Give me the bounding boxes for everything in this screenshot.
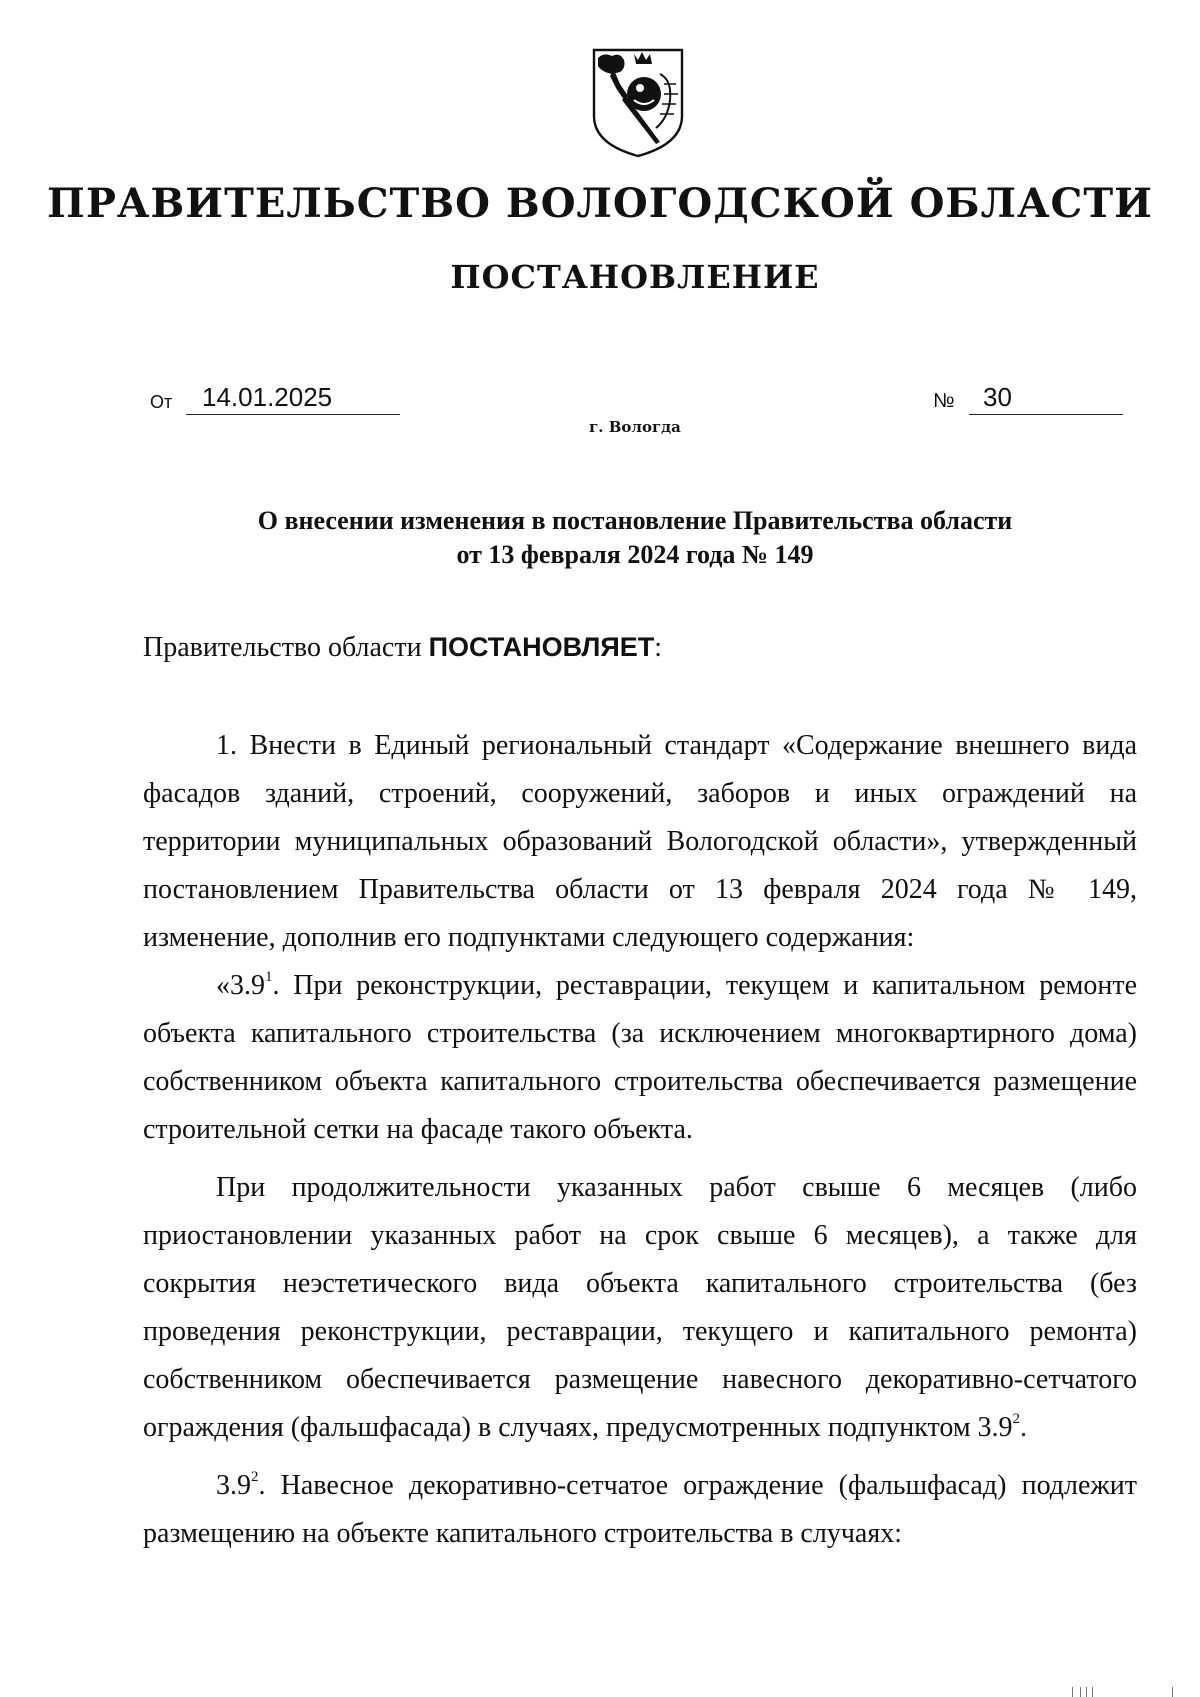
date-field — [150, 384, 400, 418]
subclause-3-9-2-sup: 2 — [251, 1469, 259, 1485]
number-field — [933, 384, 1123, 418]
date-prefix: От — [150, 392, 173, 412]
subject-line-1: О внесении изменения в постановление Правительства области — [257, 506, 1013, 535]
date-underline — [186, 414, 400, 415]
subclause-3-9-1-text: . При реконструкции, реставрации, текущем и капитальном ремонте объекта капитального строительства (за исключением многоквартирного дома) собственником объекта капитального строительства обеспечивается размещение строительной сетки на фасаде такого объекта. — [143, 970, 1137, 1145]
preamble — [143, 632, 662, 664]
subclause-3-9-1-sup: 1 — [265, 969, 273, 985]
subclause-3-9-1-p2-text: При продолжительности указанных работ свыше 6 месяцев (либо приостановлении указанных работ на срок свыше 6 месяцев), а также для сокрытия неэстетического вида объекта капитального строительства (без проведения реконструкции, реставрации, текущего и капитального ремонта) собственником обеспечивается размещение навесного декоративно-сетчатого ограждения (фальшфасада) в случаях, предусмотренных подпунктом 3.9 — [143, 1172, 1137, 1443]
scan-edge-marks — [1068, 1685, 1178, 1697]
subclause-3-9-1-p2-end: . — [1020, 1412, 1028, 1443]
preamble-suffix: : — [654, 632, 663, 663]
subclause-3-9-1 — [143, 962, 1137, 1154]
organization-title: ПРАВИТЕЛЬСТВО ВОЛОГОДСКОЙ ОБЛАСТИ — [47, 180, 1153, 227]
number-prefix: № — [933, 390, 955, 412]
number-underline — [969, 414, 1123, 415]
city-label: г. Вологда — [589, 418, 681, 436]
number-value: 30 — [983, 382, 1012, 412]
preamble-text: Правительство области — [143, 632, 429, 663]
document-body — [143, 722, 1137, 1558]
subclause-3-9-2-text: . Навесное декоративно-сетчатое ограждение (фальшфасад) подлежит размещению на объекте капитального строительства в случаях: — [143, 1470, 1137, 1549]
document-type: ПОСТАНОВЛЕНИЕ — [450, 258, 820, 296]
subclause-3-9-2-number: 3.9 — [216, 1470, 251, 1501]
preamble-emphasis: ПОСТАНОВЛЯЕТ — [428, 632, 655, 662]
clause-1: 1. Внести в Единый региональный стандарт «Содержание внешнего вида фасадов зданий, строений, сооружений, заборов и иных ограждений на территории муниципальных образований Вологодской области», утвержденный постановлением Правительства области от 13 февраля 2024 года № 149, изменение, дополнив его подпунктами следующего содержания: — [143, 730, 1137, 953]
subclause-3-9-1-number: «3.9 — [216, 970, 265, 1001]
subclause-3-9-1-paragraph-2 — [143, 1164, 1137, 1452]
vologda-coat-of-arms-icon — [590, 44, 686, 160]
subclause-3-9-2 — [143, 1462, 1137, 1558]
subject-line-2: от 13 февраля 2024 года № 149 — [456, 540, 814, 569]
subclause-3-9-1-p2-sup: 2 — [1012, 1411, 1021, 1427]
document-subject — [0, 504, 1200, 572]
date-value: 14.01.2025 — [202, 382, 333, 412]
